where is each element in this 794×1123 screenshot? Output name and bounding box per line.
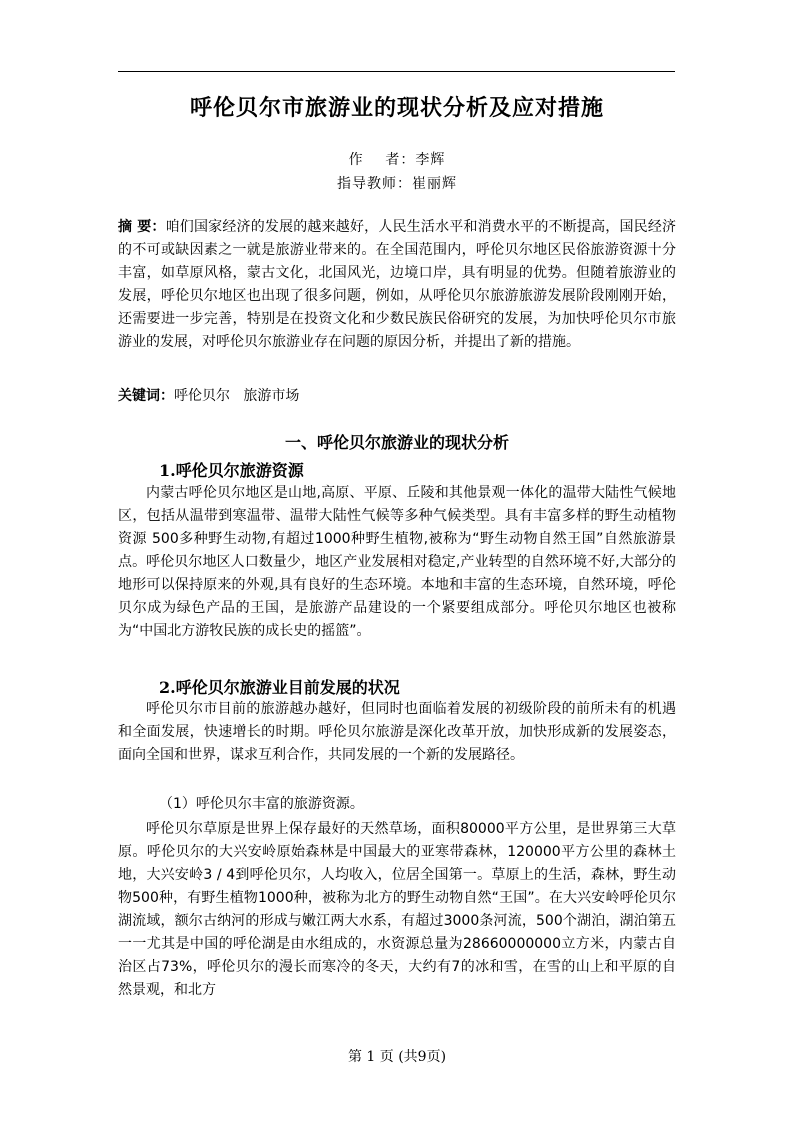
abstract-text: 咱们国家经济的发展的越来越好，人民生活水平和消费水平的不断提高，国民经济的不可或缺因素之一就是旅游业带来的。在全国范围内，呼伦贝尔地区民俗旅游资源十分丰富，如草原风格，蒙古文化，北国风光，边境口岸，具有明显的优势。但随着旅游业的发展，呼伦贝尔地区也出现了很多问题，例如，从呼伦贝尔旅游旅游发展阶段刚刚开始，还需要进一步完善，特别是在投资文化和少数民族民俗研究的发展，为加快呼伦贝尔市旅游业的发展，对呼伦贝尔旅游业存在问题的原因分析，并提出了新的措施。 <box>118 219 677 350</box>
subsection-heading-resources: 1.呼伦贝尔旅游资源 <box>159 461 304 480</box>
page-footer: 第 1 页 (共9页) <box>347 1049 447 1065</box>
header-rule <box>118 71 675 72</box>
abstract <box>118 216 676 354</box>
abstract-label: 摘 要： <box>118 219 166 235</box>
keywords <box>118 385 676 408</box>
section-heading: 一、呼伦贝尔旅游业的现状分析 <box>284 433 509 452</box>
author-line: 作 者：李辉 <box>348 152 446 168</box>
paragraph-development: 呼伦贝尔市目前的旅游越办越好，但同时也面临着发展的初级阶段的前所未有的机遇和全面发展，快速增长的时期。呼伦贝尔旅游是深化改革开放，加快形成新的发展姿态，面向全国和世界，谋求互利合作，共同发展的一个新的发展路径。 <box>118 701 676 763</box>
keywords-label: 关键词： <box>118 388 174 404</box>
keywords-text: 呼伦贝尔 旅游市场 <box>174 388 300 404</box>
paragraph-resources: 内蒙古呼伦贝尔地区是山地,高原、平原、丘陵和其他景观一体化的温带大陆性气候地区，包括从温带到寒温带、温带大陆性气候等多种气候类型。具有丰富多样的野生动植物资源 500多种野生动物,有超过1000种野生植物,被称为“野生动物自然王国”自然旅游景点。呼伦贝尔地区人口数量少，地区产业发展相对稳定,产业转型的自然环境不好,大部分的地形可以保持原来的外观,具有良好的生态环境。本地和丰富的生态环境，自然环境，呼伦贝尔成为绿色产品的王国，是旅游产品建设的一个紧要组成部分。呼伦贝尔地区也被称为“中国北方游牧民族的成长史的摇篮”。 <box>118 485 676 639</box>
subsection-heading-development: 2.呼伦贝尔旅游业目前发展的状况 <box>159 678 400 697</box>
paragraph-rich-resources: 呼伦贝尔草原是世界上保存最好的天然草场，面积80000平方公里，是世界第三大草原。呼伦贝尔的大兴安岭原始森林是中国最大的亚寒带森林，120000平方公里的森林土地，大兴安岭3 / 4到呼伦贝尔，人均收入，位居全国第一。草原上的生活，森林，野生动物500种，有野生植物1000种，被称为北方的野生动物自然“王国”。在大兴安岭呼伦贝尔湖流域，额尔古纳河的形成与嫩江两大水系，有超过3000条河流，500个湖泊，湖泊第五一一尤其是中国的呼伦湖是由水组成的，水资源总量为28660000000立方米，内蒙古自治区占73%，呼伦贝尔的漫长而寒冷的冬天，大约有7的冰和雪，在雪的山上和平原的自然景观，和北方 <box>118 821 676 998</box>
list-subheading: （1）呼伦贝尔丰富的旅游资源。 <box>159 796 364 812</box>
advisor-line: 指导教师：崔丽辉 <box>337 176 457 192</box>
paper-title: 呼伦贝尔市旅游业的现状分析及应对措施 <box>189 95 604 121</box>
